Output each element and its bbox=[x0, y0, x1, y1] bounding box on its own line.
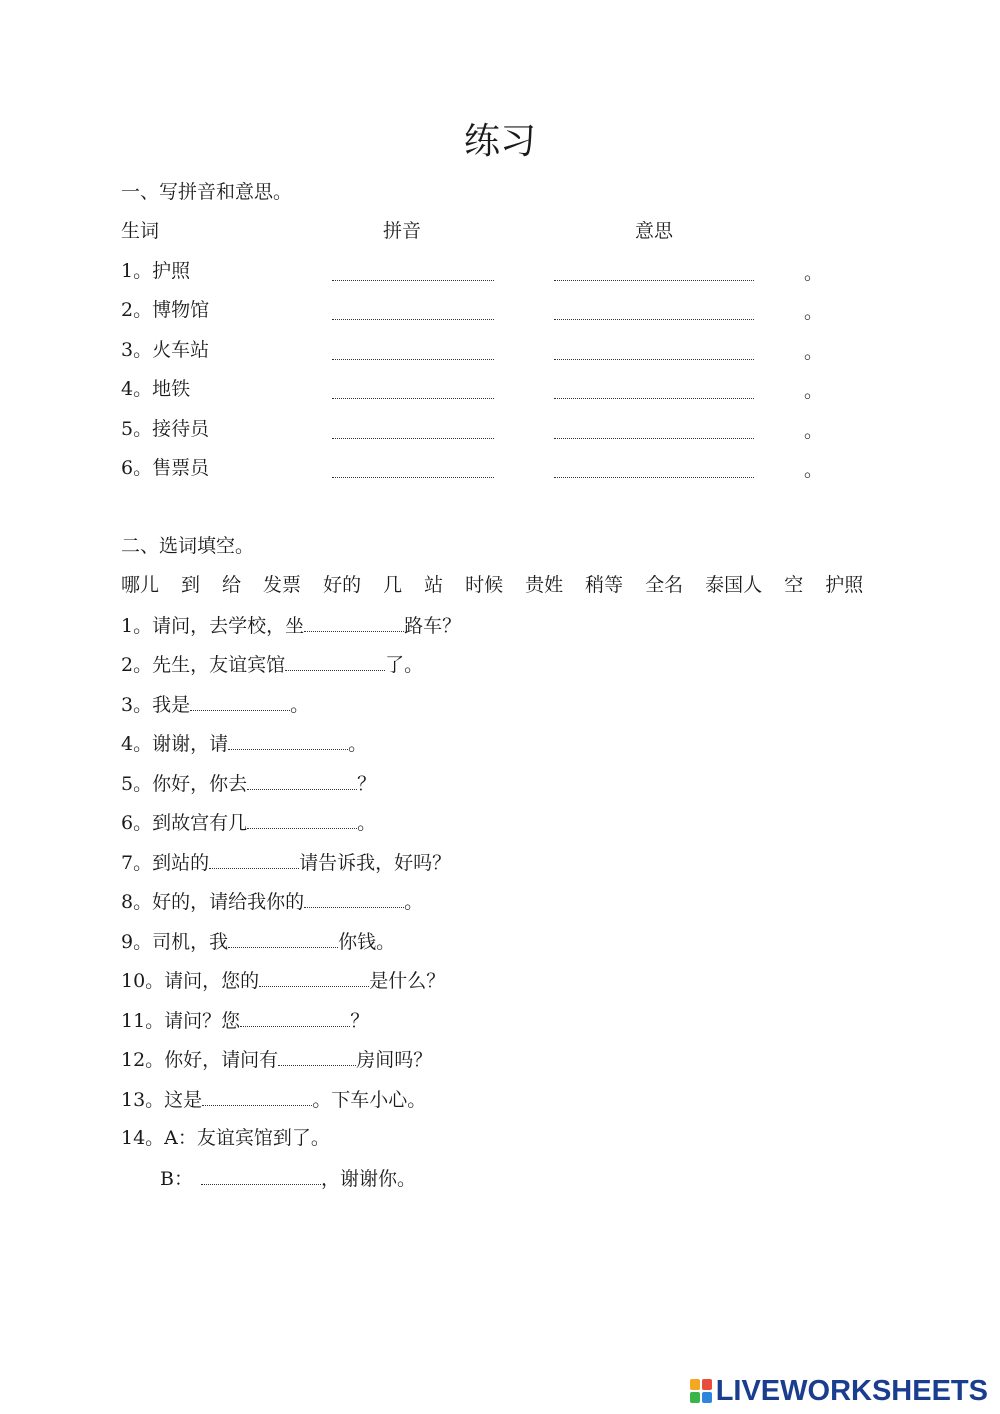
item-text-after: 。 bbox=[348, 733, 368, 755]
answer-blank[interactable] bbox=[240, 1006, 350, 1027]
row-period: 。 bbox=[804, 380, 824, 402]
logo-grid-icon bbox=[690, 1379, 712, 1403]
item-text-after: 路车？ bbox=[404, 615, 462, 637]
answer-blank[interactable] bbox=[209, 848, 299, 869]
word-bank-item: 全名 bbox=[645, 574, 684, 596]
word-bank-item: 好的 bbox=[323, 574, 362, 596]
item-text-before: 11。请问？您 bbox=[121, 1010, 241, 1032]
row-period: 。 bbox=[804, 459, 824, 481]
item-text-after: 了。 bbox=[385, 654, 424, 676]
item-text-before: 10。请问，您的 bbox=[121, 970, 260, 992]
word-bank-item: 到 bbox=[181, 574, 201, 596]
answer-blank[interactable] bbox=[278, 1045, 356, 1066]
meaning-blank[interactable] bbox=[554, 477, 754, 478]
fill-in-item bbox=[121, 887, 423, 916]
word-bank-item: 时候 bbox=[465, 574, 504, 596]
item-text-after: 房间吗？ bbox=[356, 1049, 433, 1071]
section2-heading: 二、选词填空。 bbox=[121, 535, 255, 557]
item-text-before: 7。到站的 bbox=[121, 852, 210, 874]
item-text-after: 是什么？ bbox=[369, 970, 446, 992]
row-period: 。 bbox=[804, 341, 824, 363]
item-text-after: 请告诉我，好吗？ bbox=[299, 852, 452, 874]
pinyin-blank[interactable] bbox=[332, 477, 494, 478]
fill-in-item bbox=[121, 769, 376, 798]
word-bank-item: 发票 bbox=[263, 574, 302, 596]
liveworksheets-logo bbox=[690, 1374, 988, 1408]
word-bank-item: 几 bbox=[383, 574, 403, 596]
item-text-before: 8。好的，请给我你的 bbox=[121, 891, 305, 913]
fill-in-item bbox=[121, 1124, 330, 1152]
pinyin-blank[interactable] bbox=[332, 438, 494, 439]
fill-in-item bbox=[121, 1085, 426, 1114]
item-text-before: 4。谢谢，请 bbox=[121, 733, 229, 755]
item-text-after: 。 bbox=[290, 694, 310, 716]
answer-blank[interactable] bbox=[247, 769, 357, 790]
meaning-blank[interactable] bbox=[554, 359, 754, 360]
pinyin-blank[interactable] bbox=[332, 280, 494, 281]
header-word: 生词 bbox=[121, 220, 160, 242]
fill-in-item bbox=[121, 927, 395, 956]
fill-in-item bbox=[160, 1164, 416, 1193]
fill-in-item bbox=[121, 650, 423, 679]
item-text-after: ？ bbox=[350, 1010, 370, 1032]
pinyin-blank[interactable] bbox=[332, 398, 494, 399]
word-bank bbox=[121, 571, 885, 599]
item-text-before: 2。先生，友谊宾馆 bbox=[121, 654, 286, 676]
answer-blank[interactable] bbox=[190, 690, 290, 711]
vocab-word: 4。地铁 bbox=[121, 378, 191, 400]
answer-blank[interactable] bbox=[202, 1085, 312, 1106]
logo-text: LIVEWORKSHEETS bbox=[715, 1374, 988, 1407]
fill-in-item bbox=[121, 690, 309, 719]
answer-blank[interactable] bbox=[228, 729, 348, 750]
word-bank-item: 泰国人 bbox=[705, 574, 763, 596]
fill-in-item bbox=[121, 611, 461, 640]
item-text-before: 5。你好，你去 bbox=[121, 773, 248, 795]
vocab-word: 6。售票员 bbox=[121, 457, 210, 479]
word-bank-item: 空 bbox=[784, 574, 804, 596]
item-text-before: 12。你好，请问有 bbox=[121, 1049, 279, 1071]
pinyin-blank[interactable] bbox=[332, 359, 494, 360]
item-text-before: 6。到故宫有几 bbox=[121, 812, 248, 834]
item-text-before: 13。这是 bbox=[121, 1089, 203, 1111]
row-period: 。 bbox=[804, 301, 824, 323]
page-title: 练习 bbox=[463, 121, 536, 162]
meaning-blank[interactable] bbox=[554, 398, 754, 399]
fill-in-item bbox=[121, 1045, 432, 1074]
vocab-word: 1。护照 bbox=[121, 260, 191, 282]
vocab-word: 5。接待员 bbox=[121, 418, 210, 440]
pinyin-blank[interactable] bbox=[332, 319, 494, 320]
vocab-word: 2。博物馆 bbox=[121, 299, 210, 321]
item-text-after: ？ bbox=[357, 773, 377, 795]
item-text-after: 。 bbox=[404, 891, 424, 913]
word-bank-item: 给 bbox=[222, 574, 242, 596]
item-text-before: 9。司机，我 bbox=[121, 931, 229, 953]
item-text-after: 。下车小心。 bbox=[312, 1089, 427, 1111]
word-bank-item: 稍等 bbox=[585, 574, 624, 596]
fill-in-item bbox=[121, 1006, 369, 1035]
answer-blank[interactable] bbox=[259, 966, 369, 987]
item-text-after: 。 bbox=[357, 812, 377, 834]
answer-blank[interactable] bbox=[285, 650, 385, 671]
word-bank-item: 贵姓 bbox=[525, 574, 564, 596]
answer-blank[interactable] bbox=[228, 927, 338, 948]
item-text-before: 14。A：友谊宾馆到了。 bbox=[121, 1127, 330, 1149]
meaning-blank[interactable] bbox=[554, 319, 754, 320]
word-bank-item: 哪儿 bbox=[121, 574, 160, 596]
fill-in-item bbox=[121, 808, 376, 837]
header-pinyin: 拼音 bbox=[383, 220, 422, 242]
row-period: 。 bbox=[804, 262, 824, 284]
fill-in-item bbox=[121, 966, 445, 995]
answer-blank[interactable] bbox=[201, 1164, 321, 1185]
vocab-word: 3。火车站 bbox=[121, 339, 210, 361]
word-bank-item: 站 bbox=[424, 574, 444, 596]
item-text-before: 1。请问，去学校，坐 bbox=[121, 615, 305, 637]
section1-heading: 一、写拼音和意思。 bbox=[121, 181, 293, 203]
answer-blank[interactable] bbox=[247, 808, 357, 829]
fill-in-item bbox=[121, 848, 451, 877]
answer-blank[interactable] bbox=[304, 611, 404, 632]
answer-blank[interactable] bbox=[304, 887, 404, 908]
word-bank-item: 护照 bbox=[825, 574, 864, 596]
row-period: 。 bbox=[804, 420, 824, 442]
item-text-after: 你钱。 bbox=[338, 931, 396, 953]
item-text-before: 3。我是 bbox=[121, 694, 191, 716]
fill-in-item bbox=[121, 729, 367, 758]
item-text-after: ，谢谢你。 bbox=[320, 1168, 416, 1190]
item-text-before: B： bbox=[160, 1168, 193, 1190]
meaning-blank[interactable] bbox=[554, 280, 754, 281]
meaning-blank[interactable] bbox=[554, 438, 754, 439]
header-meaning: 意思 bbox=[635, 220, 674, 242]
